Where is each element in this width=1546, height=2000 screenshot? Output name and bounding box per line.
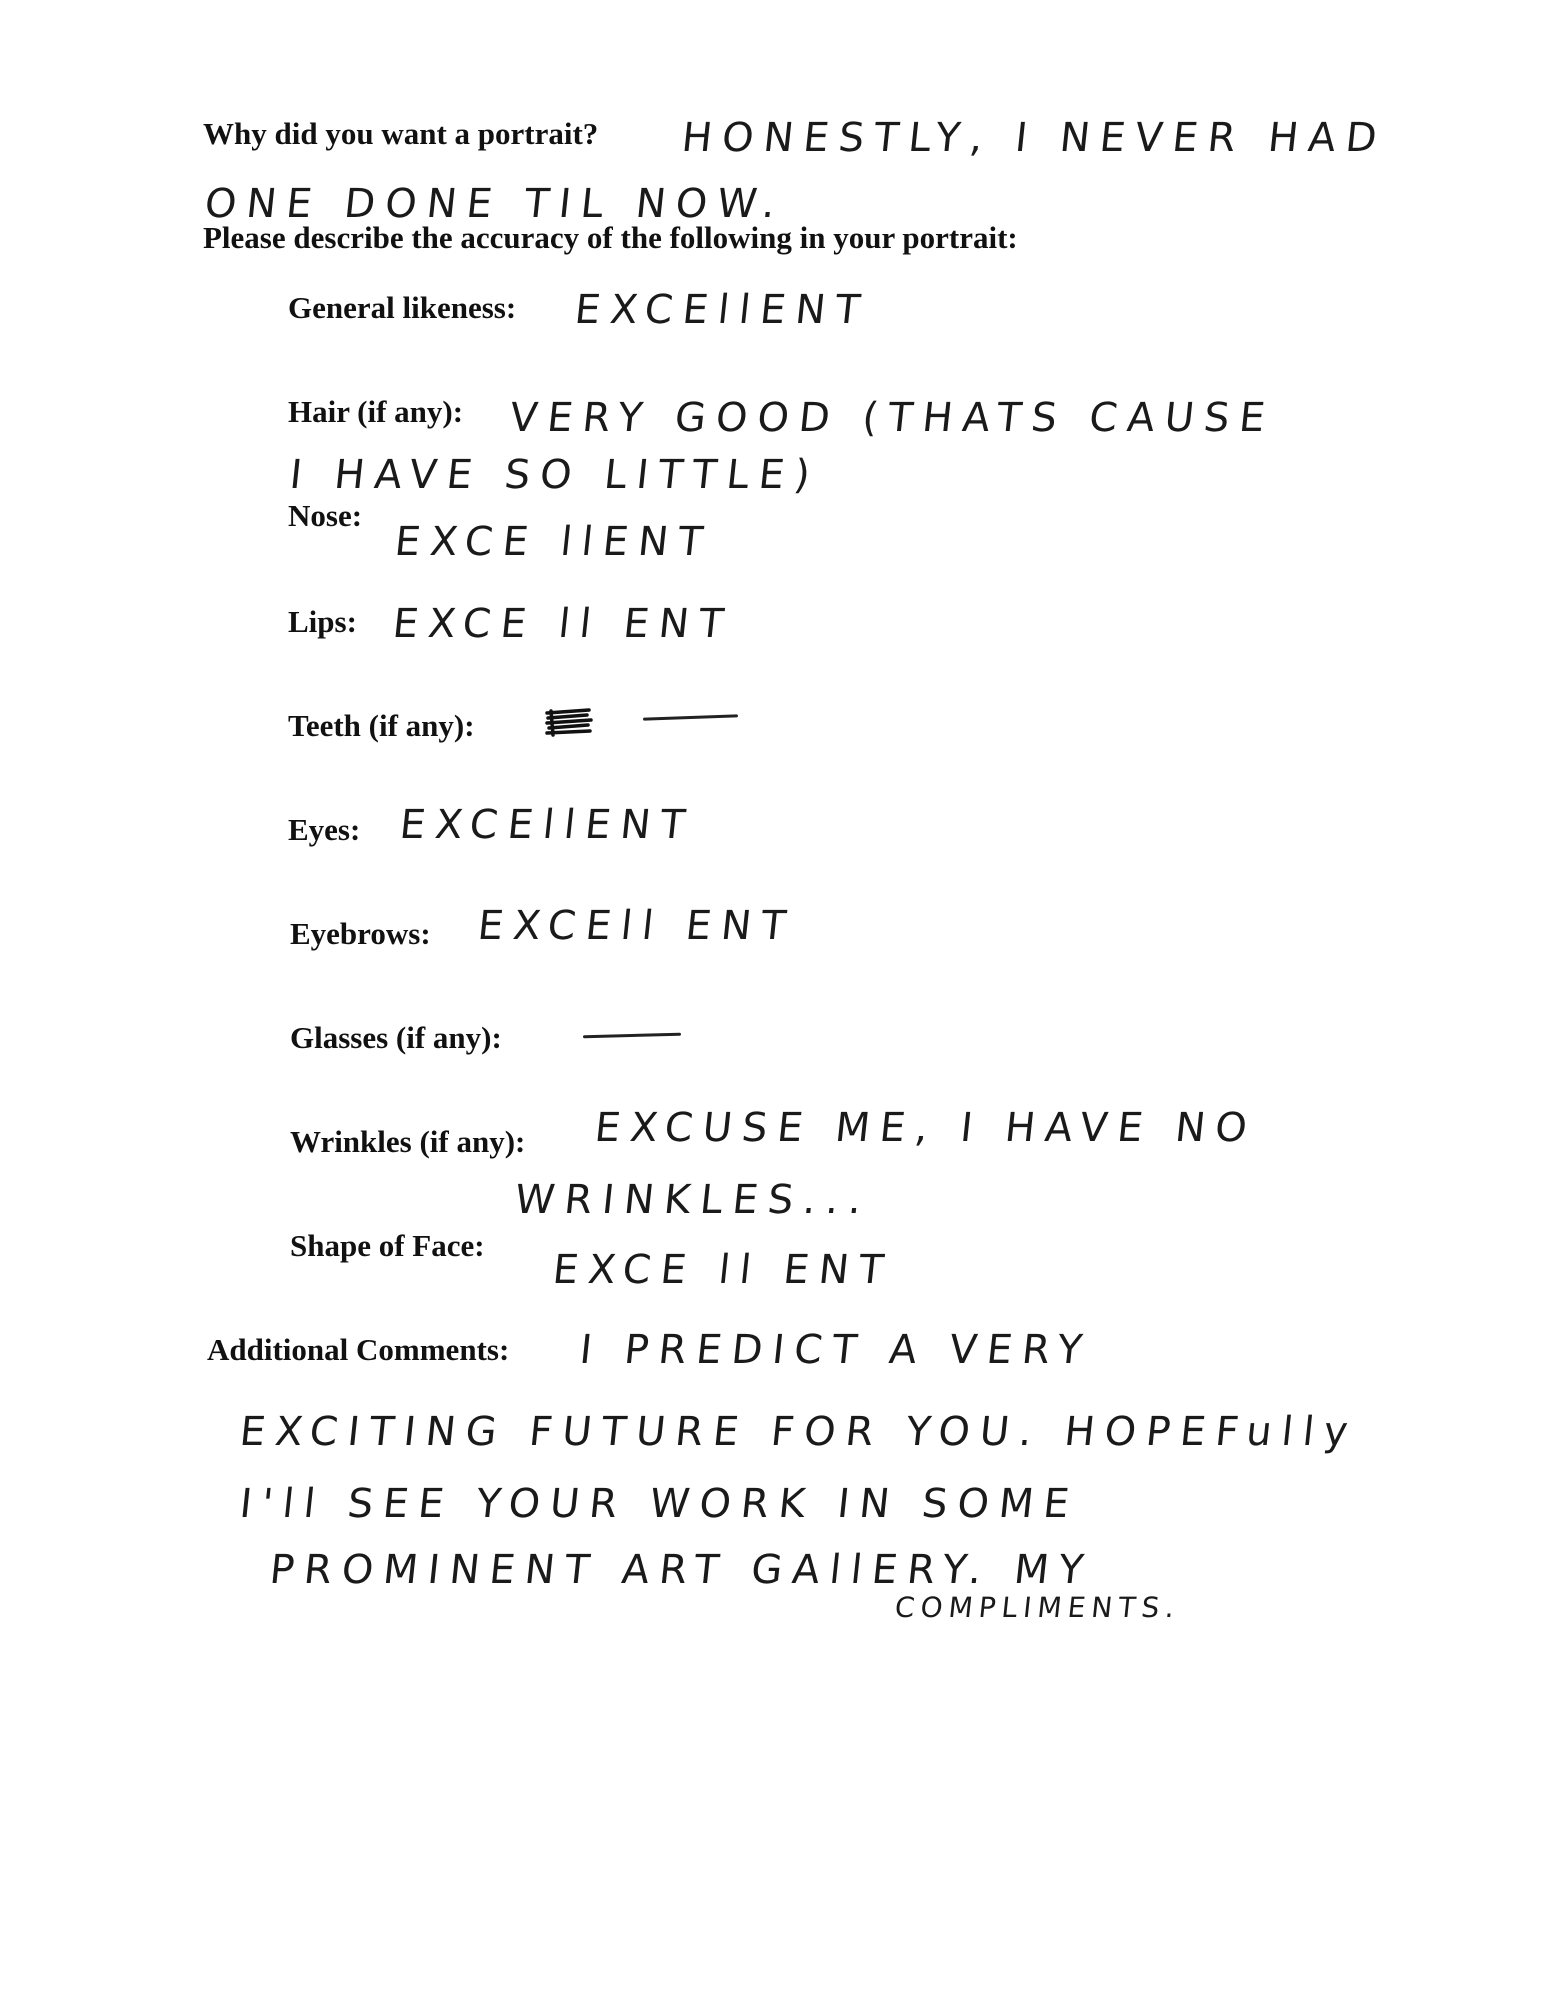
wrinkles-label: Wrinkles (if any):: [290, 1124, 526, 1159]
hair-answer-line2: I HAVE SO LITTLE): [287, 452, 823, 498]
eyebrows-label: Eyebrows:: [290, 916, 431, 951]
additional-comments-line4: PROMINENT ART GAllERY. MY: [267, 1547, 1096, 1593]
wrinkles-answer-line1: EXCUSE ME, I HAVE NO: [592, 1105, 1260, 1151]
teeth-scribble-mark: [543, 707, 595, 737]
nose-answer: EXCE llENT: [392, 519, 715, 565]
additional-comments-label: Additional Comments:: [207, 1332, 510, 1367]
eyes-answer: EXCEllENT: [397, 802, 698, 848]
accuracy-heading: Please describe the accuracy of the following in your portrait:: [203, 220, 1018, 255]
additional-comments-line3: I'll SEE YOUR WORK IN SOME: [237, 1481, 1082, 1527]
hair-label: Hair (if any):: [288, 394, 464, 429]
eyes-label: Eyes:: [288, 812, 361, 847]
teeth-label: Teeth (if any):: [288, 708, 475, 743]
why-portrait-answer-line1: HONESTLY, I NEVER HAD: [679, 115, 1389, 161]
shape-of-face-answer: EXCE ll ENT: [550, 1247, 896, 1293]
hair-answer-line1: VERY GOOD (THATS CAUSE: [507, 395, 1278, 441]
additional-comments-line1: I PREDICT A VERY: [577, 1327, 1095, 1373]
general-likeness-label: General likeness:: [288, 290, 517, 325]
glasses-none-dash: [583, 1033, 681, 1039]
nose-label: Nose:: [288, 498, 363, 533]
why-portrait-label: Why did you want a portrait?: [203, 116, 599, 151]
shape-of-face-label: Shape of Face:: [290, 1228, 485, 1263]
teeth-none-dash: [643, 714, 738, 720]
lips-answer: EXCE ll ENT: [390, 601, 736, 647]
glasses-label: Glasses (if any):: [290, 1020, 502, 1055]
wrinkles-answer-line2: WRINKLES...: [512, 1177, 874, 1223]
why-portrait-answer-line2: ONE DONE TIL NOW.: [202, 181, 788, 227]
additional-comments-line2: EXCITING FUTURE FOR YOU. HOPEFully: [237, 1409, 1361, 1455]
eyebrows-answer: EXCEll ENT: [475, 903, 798, 949]
general-likeness-answer: EXCEllENT: [572, 287, 873, 333]
lips-label: Lips:: [288, 604, 357, 639]
additional-comments-line5: COMPLIMENTS.: [893, 1591, 1182, 1624]
